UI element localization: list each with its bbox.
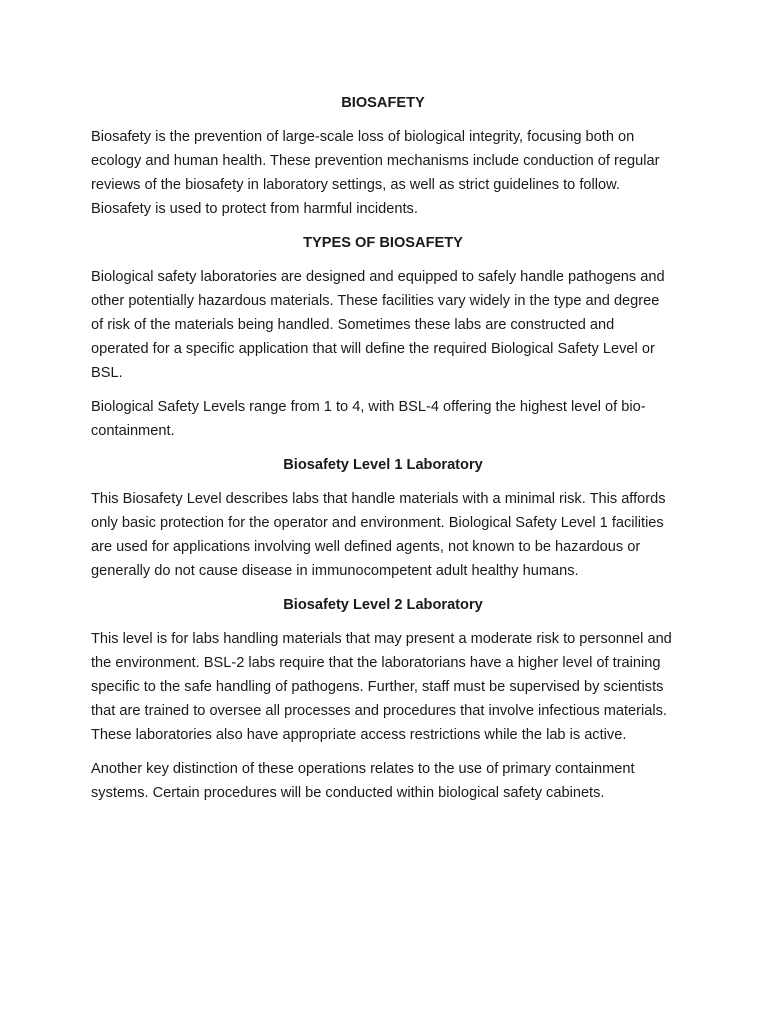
types-paragraph-1: Biological safety laboratories are designed and equipped to safely handle pathogens and other potentially hazardous materials. These facilities vary widely in the type and degree of risk of the materials being handled. Sometimes these labs are constructed and operated for a specific application that will define the required Biological Safety Level or BSL. (91, 269, 665, 381)
document-title: BIOSAFETY (341, 95, 425, 111)
bsl2-heading: Biosafety Level 2 Laboratory (283, 597, 483, 613)
document-page (91, 91, 675, 815)
bsl1-heading: Biosafety Level 1 Laboratory (283, 457, 483, 473)
intro-paragraph: Biosafety is the prevention of large-scale loss of biological integrity, focusing both on ecology and human health. These prevention mechanisms include conduction of regular reviews of the biosafety in laboratory settings, as well as strict guidelines to follow. Biosafety is used to protect from harmful incidents. (91, 129, 660, 217)
bsl2-paragraph-1: This level is for labs handling materials that may present a moderate risk to personnel and the environment. BSL-2 labs require that the laboratorians have a higher level of training specific to the safe handling of pathogens. Further, staff must be supervised by scientists that are trained to oversee all processes and procedures that involve infectious materials. These laboratories also have appropriate access restrictions while the lab is active. (91, 631, 672, 743)
bsl1-paragraph: This Biosafety Level describes labs that handle materials with a minimal risk. This affords only basic protection for the operator and environment. Biological Safety Level 1 facilities are used for applications involving well defined agents, not known to be hazardous or generally do not cause disease in immunocompetent adult healthy humans. (91, 491, 666, 579)
types-paragraph-2: Biological Safety Levels range from 1 to 4, with BSL-4 offering the highest level of bio-containment. (91, 399, 646, 439)
bsl2-paragraph-2: Another key distinction of these operations relates to the use of primary containment systems. Certain procedures will be conducted within biological safety cabinets. (91, 761, 635, 801)
types-heading: TYPES OF BIOSAFETY (303, 235, 463, 251)
